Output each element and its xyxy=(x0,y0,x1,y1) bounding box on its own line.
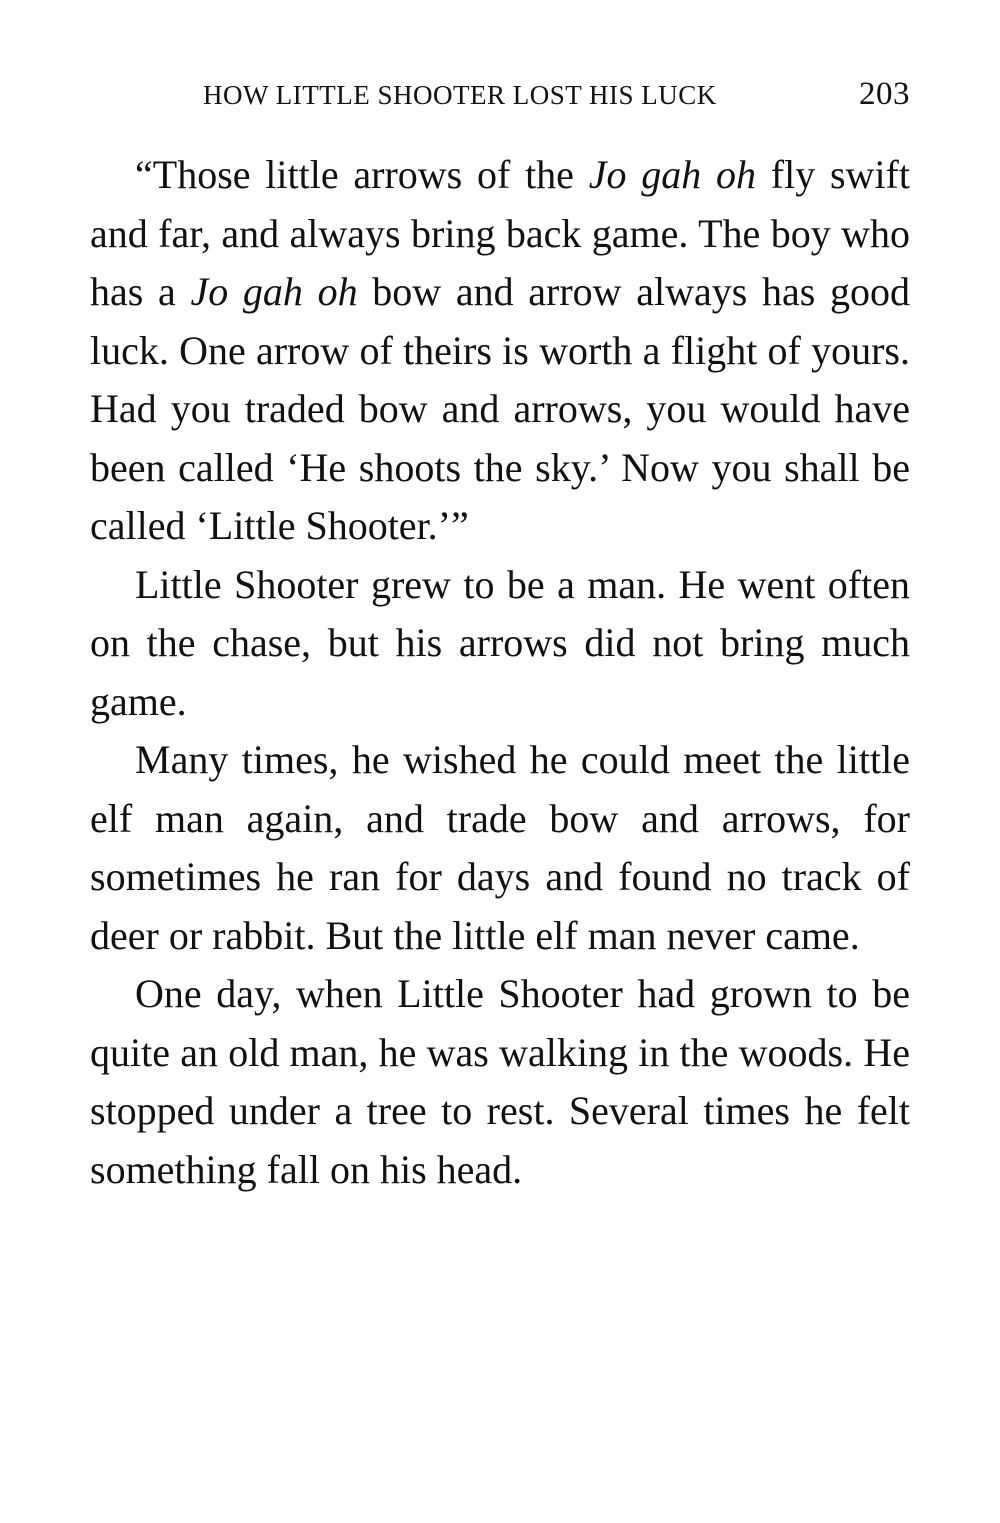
paragraph-1-text-a: “Those little arrows of the xyxy=(135,152,589,197)
body-text xyxy=(90,146,910,1199)
paragraph-2: Little Shooter grew to be a man. He went often on the chase, but his arrows did not bring much game. xyxy=(90,561,910,724)
paragraph-1-text-b: fly swift and far, and always bring back game. The boy who has a xyxy=(90,152,910,314)
running-header xyxy=(203,76,910,116)
running-title: HOW LITTLE SHOOTER LOST HIS LUCK xyxy=(203,80,717,110)
paragraph-3: Many times, he wished he could meet the little elf man again, and trade bow and arrows, for sometimes he ran for days and found no track of deer or rabbit. But the little elf man never came. xyxy=(90,737,910,958)
paragraph-1-text-c: bow and arrow always has good luck. One arrow of theirs is worth a flight of yours. Had you traded bow and arrows, you would have been called ‘He shoots the sky.’ Now you shall be called ‘Little Shooter.’” xyxy=(90,269,910,548)
paragraph-1-italic-a: Jo gah oh xyxy=(588,152,757,197)
paragraph-1-italic-b: Jo gah oh xyxy=(190,269,358,314)
paragraph-1 xyxy=(90,146,910,556)
paragraph-4: One day, when Little Shooter had grown to be quite an old man, he was walking in the woods. He stopped under a tree to rest. Several times he felt something fall on his head. xyxy=(90,971,910,1192)
page-number: 203 xyxy=(859,76,910,112)
